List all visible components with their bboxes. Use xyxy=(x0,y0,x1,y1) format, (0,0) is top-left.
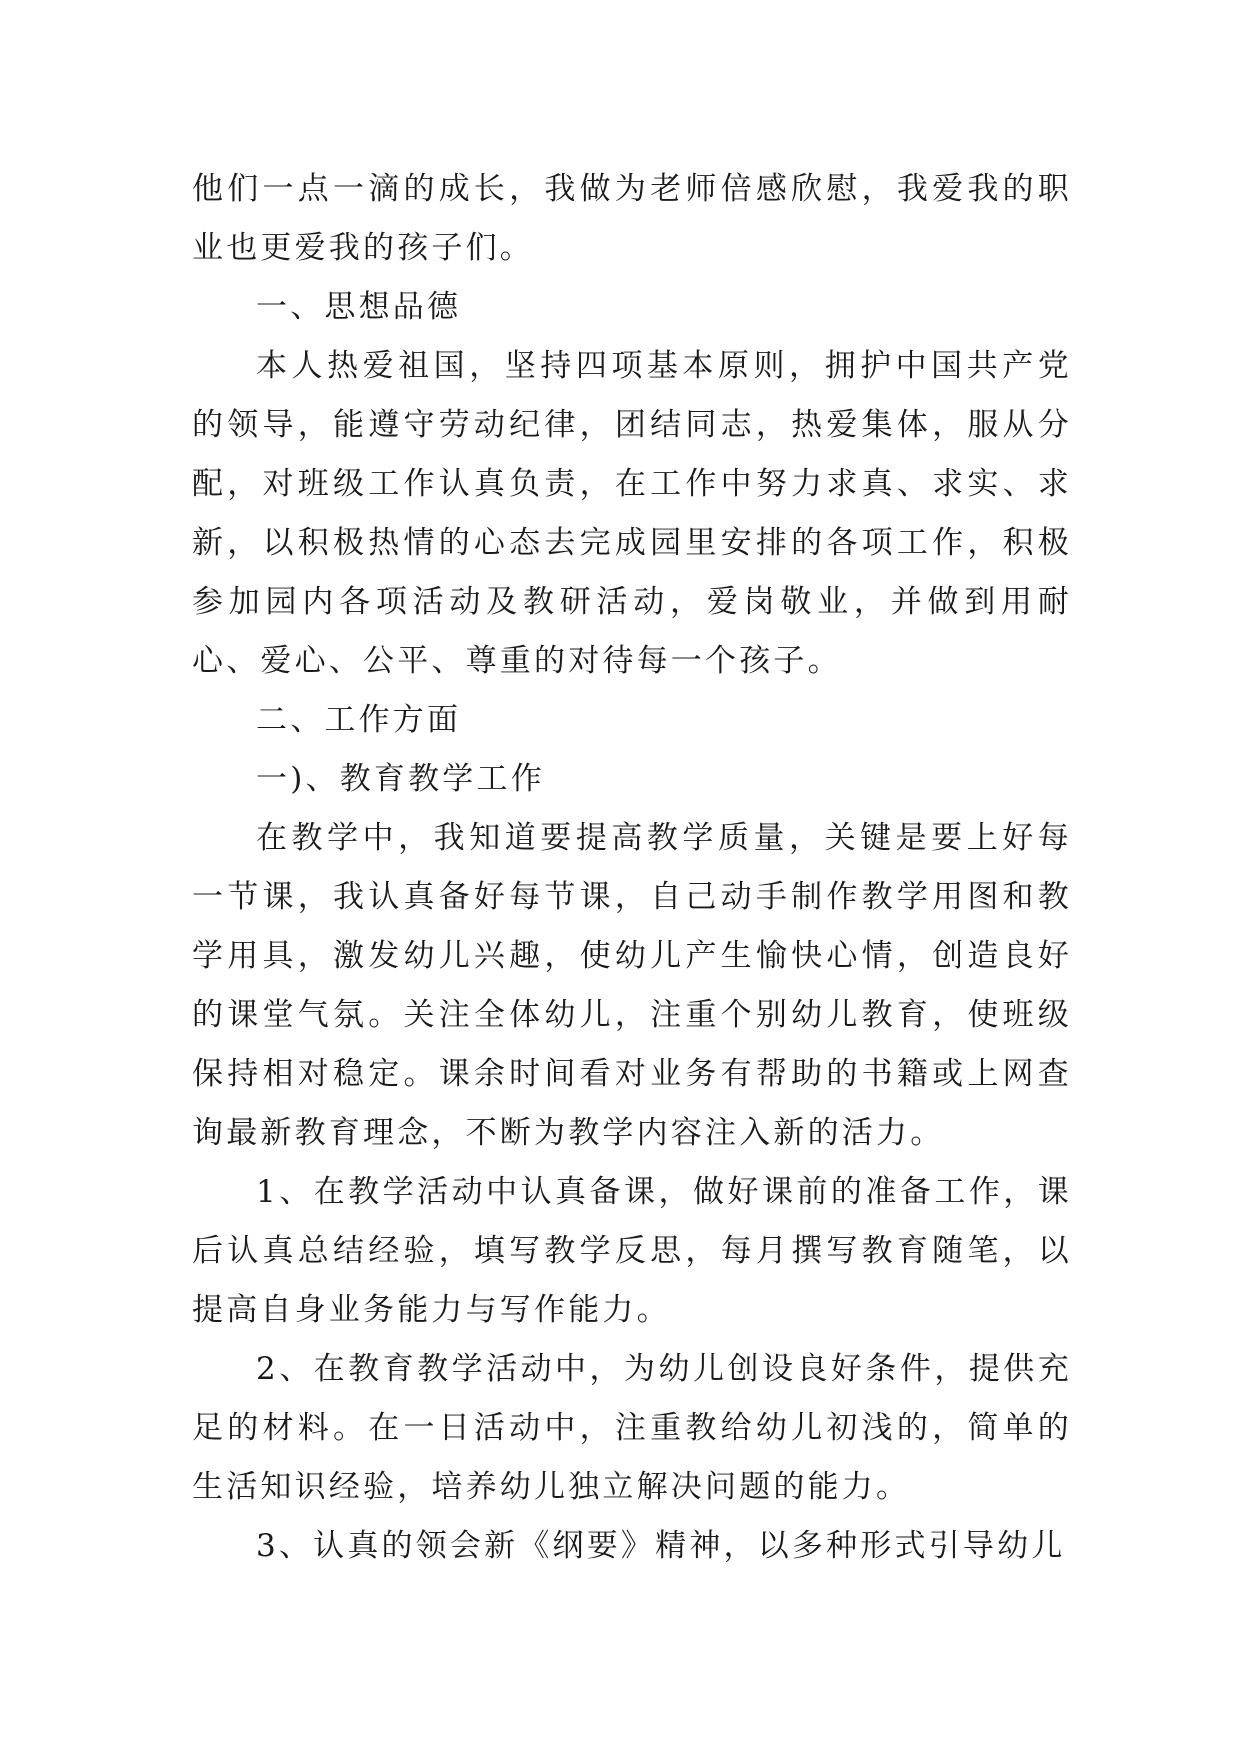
paragraph-ideology: 本人热爱祖国，坚持四项基本原则，拥护中国共产党的领导，能遵守劳动纪律，团结同志，热爱集体，服从分配，对班级工作认真负责，在工作中努力求真、求实、求新，以积极热情的心态去完成园里安排的各项工作，积极参加园内各项活动及教研活动，爱岗敬业，并做到用耐心、爱心、公平、尊重的对待每一个孩子。 xyxy=(192,348,1072,679)
subsection-heading-teaching: 一)、教育教学工作 xyxy=(256,761,545,797)
document-body xyxy=(192,160,1072,1576)
paragraph-teaching: 在教学中，我知道要提高教学质量，关键是要上好每一节课，我认真备好每节课，自己动手制作教学用图和教学用具，激发幼儿兴趣，使幼儿产生愉快心情，创造良好的课堂气氛。关注全体幼儿，注重个别幼儿教育，使班级保持相对稳定。课余时间看对业务有帮助的书籍或上网查询最新教育理念，不断为教学内容注入新的活力。 xyxy=(192,820,1072,1151)
paragraph-continuation: 他们一点一滴的成长，我做为老师倍感欣慰，我爱我的职业也更爱我的孩子们。 xyxy=(192,171,1072,266)
section-heading-work: 二、工作方面 xyxy=(256,702,462,738)
list-item-3: 3、认真的领会新《纲要》精神，以多种形式引导幼儿 xyxy=(256,1528,1066,1564)
section-heading-ideology: 一、思想品德 xyxy=(256,289,462,325)
list-item-2: 2、在教育教学活动中，为幼儿创设良好条件，提供充足的材料。在一日活动中，注重教给幼儿初浅的，简单的生活知识经验，培养幼儿独立解决问题的能力。 xyxy=(192,1351,1072,1505)
list-item-1: 1、在教学活动中认真备课，做好课前的准备工作，课后认真总结经验，填写教学反思，每月撰写教育随笔，以提高自身业务能力与写作能力。 xyxy=(192,1174,1072,1328)
